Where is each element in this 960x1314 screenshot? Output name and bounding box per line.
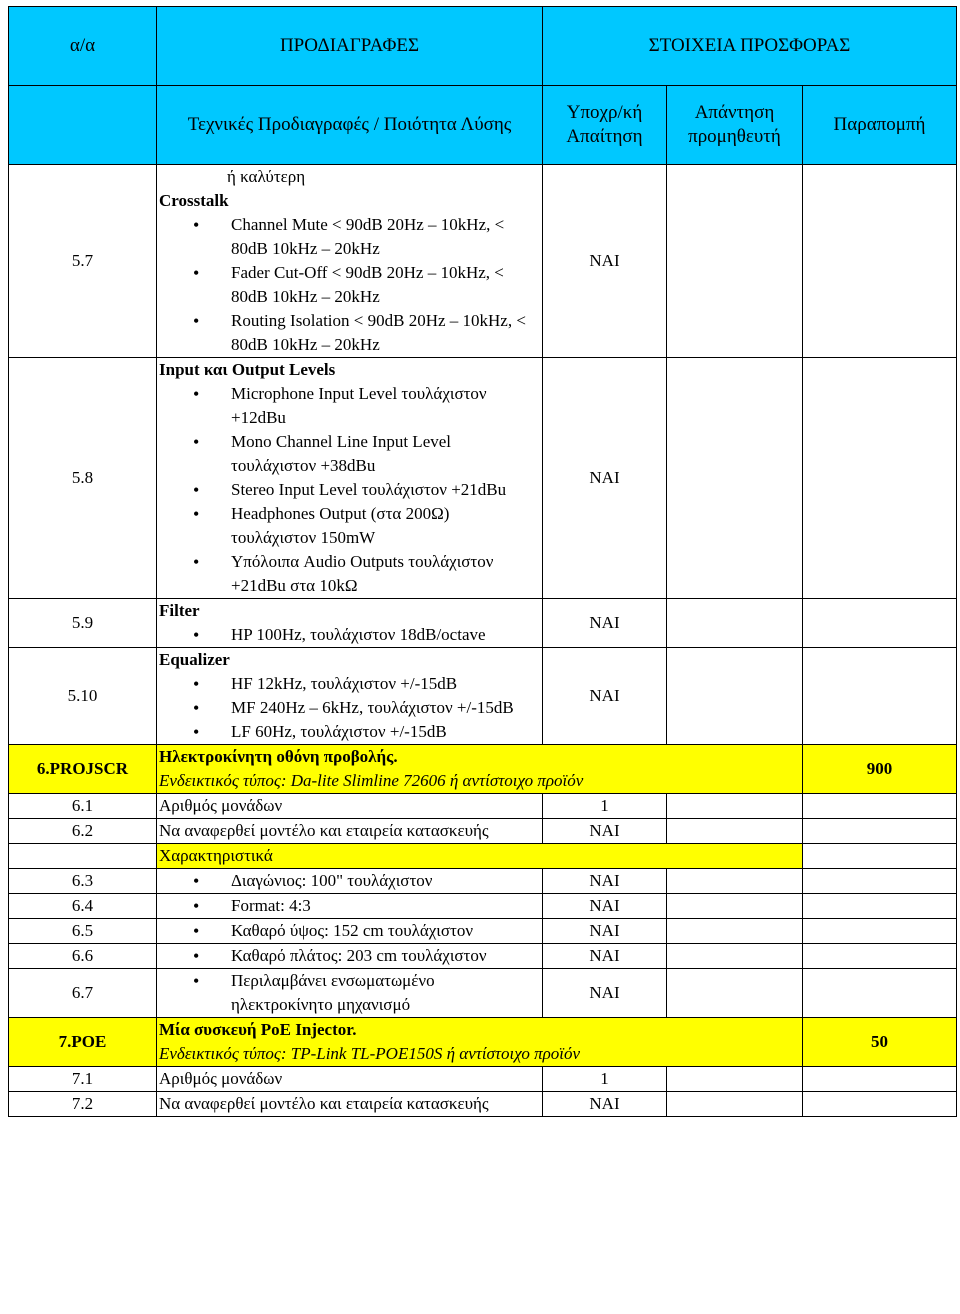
section-characteristics: Χαρακτηριστικά: [157, 844, 803, 869]
spec-title: Input και Output Levels: [159, 360, 336, 379]
row-spec: [157, 648, 543, 745]
list-item: • Microphone Input Level τουλάχιστον +12dBu: [231, 382, 538, 430]
list-item: • MF 240Hz – 6kHz, τουλάχιστον +/-15dB: [231, 696, 538, 720]
row-ref[interactable]: [803, 599, 957, 648]
table-row: [9, 894, 957, 919]
row-id: 5.7: [9, 165, 157, 358]
list-item: • Format: 4:3: [231, 894, 538, 918]
row-req: ΝΑΙ: [543, 1092, 667, 1117]
row-ref[interactable]: [803, 165, 957, 358]
row-id: 5.8: [9, 358, 157, 599]
header-answer: Απάντηση προμηθευτή: [667, 86, 803, 165]
row-req: ΝΑΙ: [543, 819, 667, 844]
row-id: 5.10: [9, 648, 157, 745]
list-item: • HF 12kHz, τουλάχιστον +/-15dB: [231, 672, 538, 696]
row-req: ΝΑΙ: [543, 944, 667, 969]
list-item: • HP 100Hz, τουλάχιστον 18dB/octave: [231, 623, 538, 647]
table-row: [9, 599, 957, 648]
row-req: ΝΑΙ: [543, 358, 667, 599]
table-row: [9, 745, 957, 794]
row-id: 7.1: [9, 1067, 157, 1092]
row-ref[interactable]: [803, 819, 957, 844]
row-answer[interactable]: [667, 969, 803, 1018]
row-req: ΝΑΙ: [543, 165, 667, 358]
row-id: 7.POE: [9, 1018, 157, 1067]
row-answer[interactable]: [667, 1092, 803, 1117]
row-spec: Να αναφερθεί μοντέλο και εταιρεία κατασκευής: [157, 1092, 543, 1117]
row-spec: [157, 894, 543, 919]
spec-title: Filter: [159, 601, 200, 620]
header-specs: ΠΡΟΔΙΑΓΡΑΦΕΣ: [157, 7, 543, 86]
list-item: • LF 60Hz, τουλάχιστον +/-15dB: [231, 720, 538, 744]
spec-table: [8, 6, 957, 1117]
table-row: [9, 844, 957, 869]
row-answer[interactable]: [667, 919, 803, 944]
row-ref[interactable]: [803, 869, 957, 894]
row-spec: Αριθμός μονάδων: [157, 1067, 543, 1092]
spec-title: Ηλεκτροκίνητη οθόνη προβολής.: [159, 747, 398, 766]
list-item: • Καθαρό ύψος: 152 cm τουλάχιστον: [231, 919, 538, 943]
table-row: [9, 919, 957, 944]
row-spec: [157, 944, 543, 969]
spec-title: Crosstalk: [159, 191, 229, 210]
list-item: • Καθαρό πλάτος: 203 cm τουλάχιστον: [231, 944, 538, 968]
row-answer[interactable]: [667, 894, 803, 919]
spec-list: [159, 213, 538, 357]
row-spec: [157, 745, 803, 794]
row-ref: 900: [803, 745, 957, 794]
row-ref[interactable]: [803, 648, 957, 745]
spec-list: [159, 382, 538, 598]
row-id: 6.2: [9, 819, 157, 844]
row-spec: Αριθμός μονάδων: [157, 794, 543, 819]
row-answer[interactable]: [667, 599, 803, 648]
row-id: 6.7: [9, 969, 157, 1018]
row-req: 1: [543, 1067, 667, 1092]
row-req: ΝΑΙ: [543, 599, 667, 648]
row-id: 6.1: [9, 794, 157, 819]
table-row: [9, 1067, 957, 1092]
table-row: [9, 1092, 957, 1117]
row-answer[interactable]: [667, 648, 803, 745]
row-answer[interactable]: [667, 819, 803, 844]
row-req: ΝΑΙ: [543, 869, 667, 894]
spec-subtitle: Ενδεικτικός τύπος: Da-lite Slimline 72606 ή αντίστοιχο προϊόν: [159, 771, 584, 790]
row-ref[interactable]: [803, 794, 957, 819]
row-req: ΝΑΙ: [543, 919, 667, 944]
row-spec: [157, 599, 543, 648]
spec-list: [159, 672, 538, 744]
row-spec: [157, 165, 543, 358]
row-ref[interactable]: [803, 944, 957, 969]
row-ref[interactable]: [803, 1092, 957, 1117]
row-id: 7.2: [9, 1092, 157, 1117]
list-item: • Mono Channel Line Input Level τουλάχιστον +38dBu: [231, 430, 538, 478]
row-spec: Να αναφερθεί μοντέλο και εταιρεία κατασκευής: [157, 819, 543, 844]
header-aa: α/α: [9, 7, 157, 86]
row-ref: 50: [803, 1018, 957, 1067]
header-ref: Παραπομπή: [803, 86, 957, 165]
table-row: [9, 648, 957, 745]
list-item: • Routing Isolation < 90dB 20Hz – 10kHz, < 80dB 10kHz – 20kHz: [231, 309, 538, 357]
spec-list: [159, 623, 538, 647]
row-req: ΝΑΙ: [543, 969, 667, 1018]
table-row: [9, 1018, 957, 1067]
row-ref: [803, 844, 957, 869]
list-item: • Υπόλοιπα Audio Outputs τουλάχιστον +21dBu στα 10kΩ: [231, 550, 538, 598]
row-id: 6.3: [9, 869, 157, 894]
row-spec: [157, 358, 543, 599]
row-id: [9, 844, 157, 869]
table-row: [9, 869, 957, 894]
table-row: [9, 819, 957, 844]
row-answer[interactable]: [667, 794, 803, 819]
row-ref[interactable]: [803, 969, 957, 1018]
row-req: 1: [543, 794, 667, 819]
spec-title: Μία συσκευή PoE Injector.: [159, 1020, 357, 1039]
row-req: ΝΑΙ: [543, 894, 667, 919]
row-spec: [157, 1018, 803, 1067]
header-row-sub: [9, 86, 957, 165]
row-id: 6.PROJSCR: [9, 745, 157, 794]
list-item: • Fader Cut-Off < 90dB 20Hz – 10kHz, < 80dB 10kHz – 20kHz: [231, 261, 538, 309]
row-answer[interactable]: [667, 869, 803, 894]
row-id: 6.6: [9, 944, 157, 969]
table-row: [9, 969, 957, 1018]
row-spec: [157, 869, 543, 894]
row-req: ΝΑΙ: [543, 648, 667, 745]
row-answer[interactable]: [667, 944, 803, 969]
row-ref[interactable]: [803, 894, 957, 919]
row-ref[interactable]: [803, 919, 957, 944]
header-blank: [9, 86, 157, 165]
header-offer: ΣΤΟΙΧΕΙΑ ΠΡΟΣΦΟΡΑΣ: [543, 7, 957, 86]
header-row-main: [9, 7, 957, 86]
row-ref[interactable]: [803, 1067, 957, 1092]
list-item: • Channel Mute < 90dB 20Hz – 10kHz, < 80dB 10kHz – 20kHz: [231, 213, 538, 261]
row-answer[interactable]: [667, 358, 803, 599]
table-row: [9, 165, 957, 358]
row-id: 5.9: [9, 599, 157, 648]
row-answer[interactable]: [667, 1067, 803, 1092]
header-tech: Τεχνικές Προδιαγραφές / Ποιότητα Λύσης: [157, 86, 543, 165]
list-item: • Stereo Input Level τουλάχιστον +21dBu: [231, 478, 538, 502]
row-id: 6.4: [9, 894, 157, 919]
row-id: 6.5: [9, 919, 157, 944]
spec-pre: ή καλύτερη: [227, 167, 306, 186]
list-item: • Headphones Output (στα 200Ω) τουλάχιστον 150mW: [231, 502, 538, 550]
spec-subtitle: Ενδεικτικός τύπος: TP-Link TL-POE150S ή αντίστοιχο προϊόν: [159, 1044, 581, 1063]
list-item: • Περιλαμβάνει ενσωματωμένο ηλεκτροκίνητο μηχανισμό: [231, 969, 538, 1017]
list-item: • Διαγώνιος: 100" τουλάχιστον: [231, 869, 538, 893]
row-spec: [157, 919, 543, 944]
table-row: [9, 794, 957, 819]
header-req: Υποχρ/κή Απαίτηση: [543, 86, 667, 165]
table-row: [9, 358, 957, 599]
spec-title: Equalizer: [159, 650, 230, 669]
row-ref[interactable]: [803, 358, 957, 599]
table-row: [9, 944, 957, 969]
row-spec: [157, 969, 543, 1018]
row-answer[interactable]: [667, 165, 803, 358]
